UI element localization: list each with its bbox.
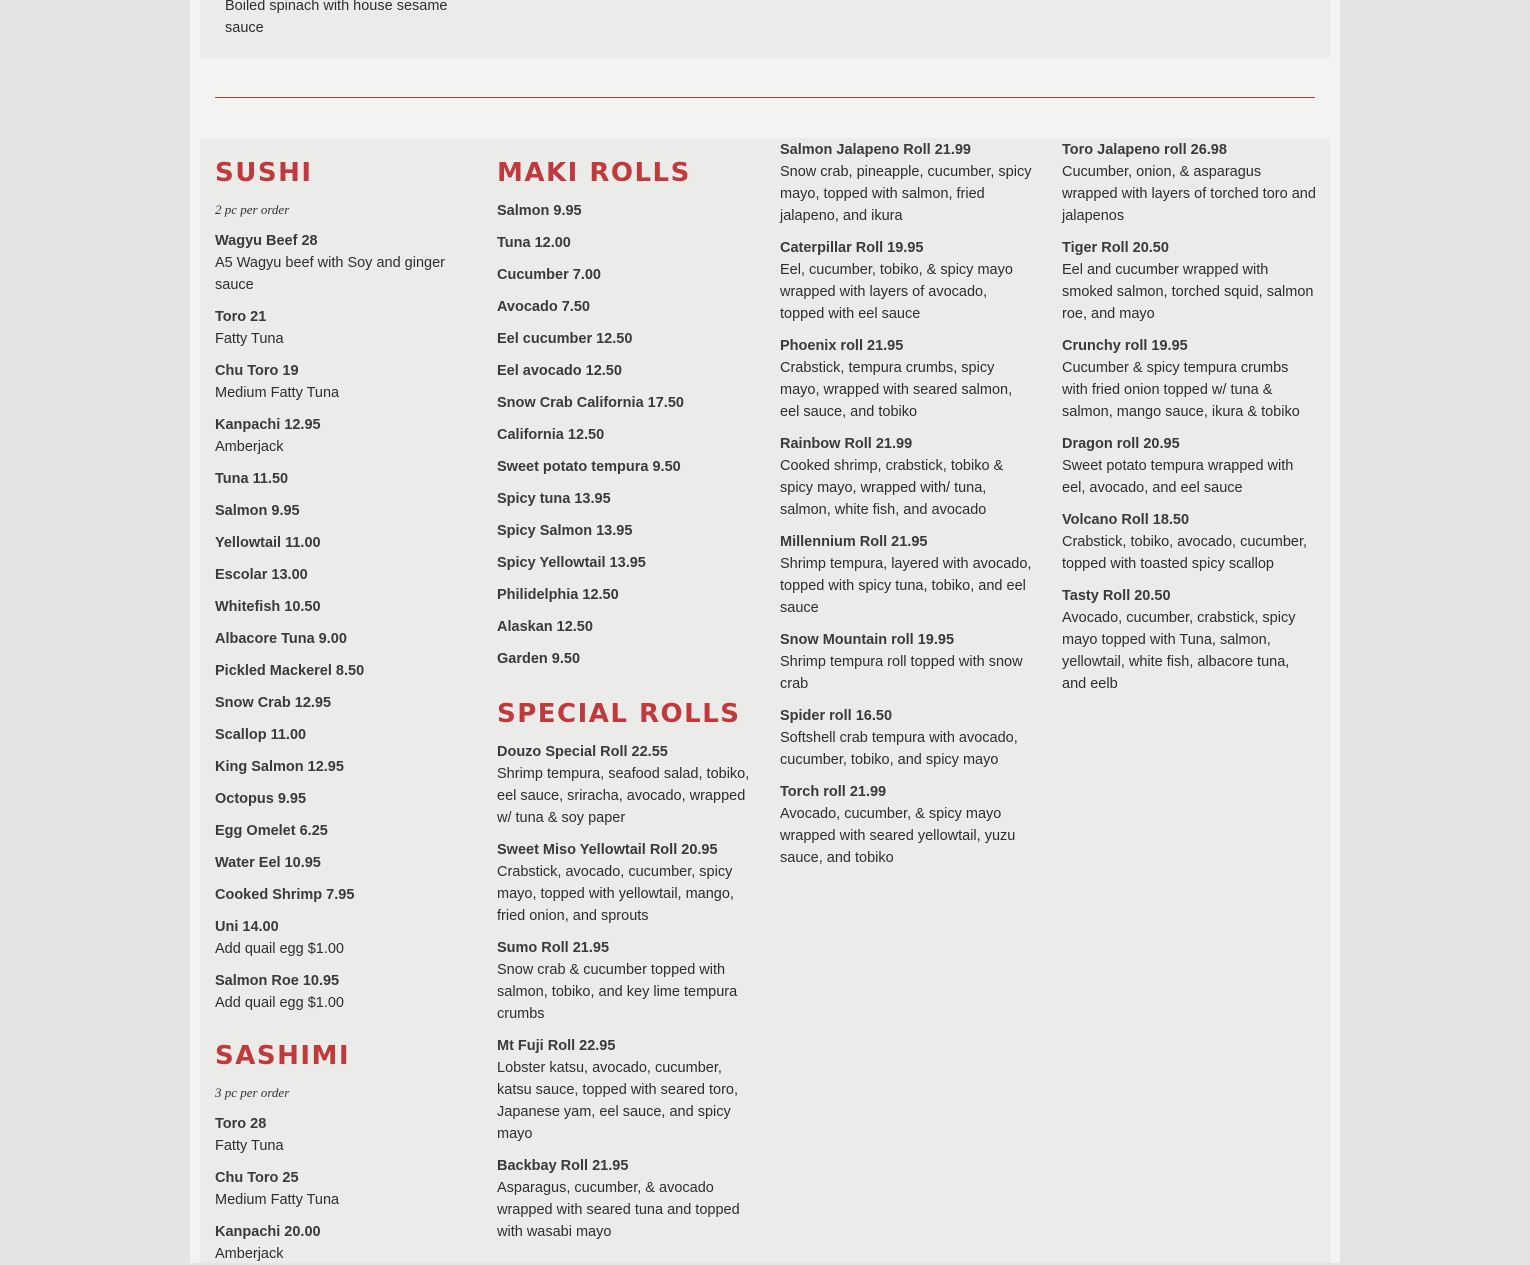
menu-item [497,648,751,670]
item-name: Torch roll 21.99 [780,784,887,800]
menu-item [215,788,469,810]
item-description: Avocado, cucumber, & spicy mayo wrapped with seared yellowtail, yuzu sauce, and tobiko [780,806,1016,866]
menu-item [780,629,1034,695]
menu-item [1062,335,1316,423]
item-name: California 12.50 [497,427,605,443]
menu-item [1062,585,1316,695]
item-name: Toro 21 [215,309,267,325]
menu-item [215,564,469,586]
item-description: Cooked shrimp, crabstick, tobiko & spicy mayo, wrapped with/ tuna, salmon, white fish, and avocado [780,458,1004,518]
item-name: Crunchy roll 19.95 [1062,338,1188,354]
item-description: Fatty Tuna [215,331,284,347]
menu-item [780,139,1034,227]
item-name: Alaskan 12.50 [497,619,593,635]
item-name: Chu Toro 25 [215,1170,299,1186]
item-name: Snow Crab California 17.50 [497,395,684,411]
menu-item [497,264,751,286]
item-name: Snow Mountain roll 19.95 [780,632,955,648]
item-name: Sumo Roll 21.95 [497,940,610,956]
item-description: A5 Wagyu beef with Soy and ginger sauce [215,255,445,293]
item-name: Salmon Roe 10.95 [215,973,340,989]
menu-item [780,335,1034,423]
item-name: Toro Jalapeno roll 26.98 [1062,142,1227,158]
item-name: Sweet potato tempura 9.50 [497,459,681,475]
item-description: Medium Fatty Tuna [215,1192,340,1208]
item-name: Tuna 12.00 [497,235,571,251]
menu-item [215,1167,469,1211]
menu-item [497,392,751,414]
item-name: Rainbow Roll 21.99 [780,436,913,452]
menu-item [215,596,469,618]
section-note-sashimi: 3 pc per order [215,1085,290,1100]
menu-item [497,296,751,318]
item-name: Eel cucumber 12.50 [497,331,633,347]
item-description: Boiled spinach with house sesame sauce [225,0,448,36]
menu-item [497,360,751,382]
item-name: Whitefish 10.50 [215,599,321,615]
item-description: Add quail egg $1.00 [215,941,344,957]
item-name: Avocado 7.50 [497,299,590,315]
menu-item [215,724,469,746]
menu-item [780,433,1034,521]
column-special-rolls-3 [1062,139,1316,695]
item-name: Volcano Roll 18.50 [1062,512,1190,528]
menu-item [215,306,469,350]
item-name: Cooked Shrimp 7.95 [215,887,355,903]
column-special-rolls-2 [780,139,1034,869]
item-name: Philidelphia 12.50 [497,587,619,603]
column-maki [497,158,751,1243]
item-name: Salmon 9.95 [497,203,582,219]
item-name: Chu Toro 19 [215,363,299,379]
menu-item [215,468,469,490]
item-description: Crabstick, tobiko, avocado, cucumber, topped with toasted spicy scallop [1062,534,1308,572]
item-name: Water Eel 10.95 [215,855,321,871]
menu-item [215,970,469,1014]
item-description: Cucumber, onion, & asparagus wrapped with layers of torched toro and jalapenos [1062,164,1316,224]
section-title-sushi: SUSHI [215,158,313,188]
menu-item [1062,139,1316,227]
item-name: Scallop 11.00 [215,727,307,743]
item-name: Millennium Roll 21.95 [780,534,928,550]
item-name: Salmon Jalapeno Roll 21.99 [780,142,971,158]
item-name: Dragon roll 20.95 [1062,436,1180,452]
section-title-special: SPECIAL ROLLS [497,699,741,729]
item-description: Medium Fatty Tuna [215,385,340,401]
menu-item [497,937,751,1025]
menu-item [215,916,469,960]
item-name: Snow Crab 12.95 [215,695,332,711]
section-divider [215,97,1315,98]
item-name: Caterpillar Roll 19.95 [780,240,924,256]
menu-item [780,237,1034,325]
item-description: Eel and cucumber wrapped with smoked salmon, torched squid, salmon roe, and mayo [1062,262,1314,322]
menu-item [215,1113,469,1157]
item-description: Shrimp tempura, layered with avocado, topped with spicy tuna, tobiko, and eel sauce [780,556,1032,616]
menu-item [497,552,751,574]
menu-item [215,1221,469,1265]
menu-item [497,741,751,829]
menu-item [497,328,751,350]
top-panel [200,0,1330,58]
item-name: King Salmon 12.95 [215,759,344,775]
menu-item [780,705,1034,771]
menu-item [497,488,751,510]
item-description: Lobster katsu, avocado, cucumber, katsu sauce, topped with seared toro, Japanese yam, eel sauce, and spicy mayo [497,1060,739,1142]
section-title-sashimi: SASHIMI [215,1041,351,1071]
item-name: Wagyu Beef 28 [215,233,318,249]
item-description: Softshell crab tempura with avocado, cucumber, tobiko, and spicy mayo [780,730,1018,768]
item-description: Snow crab, pineapple, cucumber, spicy mayo, topped with salmon, fried jalapeno, and ikura [780,164,1032,224]
item-name: Toro 28 [215,1116,267,1132]
item-name: Tasty Roll 20.50 [1062,588,1171,604]
menu-item [215,884,469,906]
menu-item [497,1155,751,1243]
menu-item [780,531,1034,619]
menu-item [497,584,751,606]
item-name: Escolar 13.00 [215,567,308,583]
item-description: Amberjack [215,439,284,455]
menu-item [497,616,751,638]
item-name: Kanpachi 12.95 [215,417,321,433]
item-name: Spicy tuna 13.95 [497,491,611,507]
item-name: Tiger Roll 20.50 [1062,240,1169,256]
item-name: Sweet Miso Yellowtail Roll 20.95 [497,842,718,858]
item-description: Sweet potato tempura wrapped with eel, avocado, and eel sauce [1062,458,1294,496]
item-name: Tuna 11.50 [215,471,289,487]
menu-panel [200,138,1330,1263]
menu-item [215,660,469,682]
item-description: Asparagus, cucumber, & avocado wrapped with seared tuna and topped with wasabi mayo [497,1180,740,1240]
item-name: Douzo Special Roll 22.55 [497,744,668,760]
menu-item [215,414,469,458]
menu-item [497,1035,751,1145]
section-note-sushi: 2 pc per order [215,202,290,217]
menu-item [215,500,469,522]
item-name: Octopus 9.95 [215,791,307,807]
menu-item [497,424,751,446]
item-name: Albacore Tuna 9.00 [215,631,347,647]
item-description: Snow crab & cucumber topped with salmon, tobiko, and key lime tempura crumbs [497,962,738,1022]
item-name: Uni 14.00 [215,919,279,935]
menu-item [497,200,751,222]
item-description: Shrimp tempura roll topped with snow crab [780,654,1023,692]
menu-item [780,781,1034,869]
item-description: Amberjack [215,1246,284,1262]
menu-item [1062,237,1316,325]
item-description: Cucumber & spicy tempura crumbs with fried onion topped w/ tuna & salmon, mango sauce, ikura & tobiko [1062,360,1300,420]
menu-item [497,520,751,542]
item-name: Cucumber 7.00 [497,267,601,283]
sashimi-list [215,1113,469,1265]
item-description: Eel, cucumber, tobiko, & spicy mayo wrapped with layers of avocado, topped with eel sauce [780,262,1013,322]
item-description: Avocado, cucumber, crabstick, spicy mayo topped with Tuna, salmon, yellowtail, white fish, albacore tuna, and eelb [1062,610,1296,692]
col3-list [780,139,1034,869]
item-name: Spicy Salmon 13.95 [497,523,633,539]
item-name: Spicy Yellowtail 13.95 [497,555,646,571]
menu-item [497,232,751,254]
item-description: Shrimp tempura, seafood salad, tobiko, eel sauce, sriracha, avocado, wrapped w/ tuna & soy paper [497,766,750,826]
item-description: Crabstick, tempura crumbs, spicy mayo, wrapped with seared salmon, eel sauce, and tobiko [780,360,1013,420]
sushi-list [215,230,469,1014]
menu-page [190,0,1340,1263]
item-name: Kanpachi 20.00 [215,1224,321,1240]
menu-item [215,230,469,296]
menu-item [1062,433,1316,499]
item-name: Phoenix roll 21.95 [780,338,904,354]
menu-item [497,456,751,478]
menu-item [215,360,469,404]
item-name: Egg Omelet 6.25 [215,823,328,839]
item-name: Pickled Mackerel 8.50 [215,663,365,679]
menu-item [215,820,469,842]
item-name: Mt Fuji Roll 22.95 [497,1038,616,1054]
item-description: Fatty Tuna [215,1138,284,1154]
special-list [497,729,751,1243]
item-name: Salmon 9.95 [215,503,300,519]
menu-item [215,756,469,778]
menu-item [215,852,469,874]
menu-item [215,628,469,650]
maki-list [497,188,751,670]
item-name: Backbay Roll 21.95 [497,1158,629,1174]
menu-item [497,839,751,927]
section-title-maki: MAKI ROLLS [497,158,691,188]
item-name: Yellowtail 11.00 [215,535,321,551]
menu-item [1062,509,1316,575]
item-name: Spider roll 16.50 [780,708,893,724]
item-description: Add quail egg $1.00 [215,995,344,1011]
menu-item [215,692,469,714]
col4-list [1062,139,1316,695]
item-name: Eel avocado 12.50 [497,363,622,379]
item-name: Garden 9.50 [497,651,581,667]
item-description: Crabstick, avocado, cucumber, spicy mayo, topped with yellowtail, mango, fried onion, and sprouts [497,864,734,924]
menu-item [215,532,469,554]
column-sushi [215,158,469,1265]
